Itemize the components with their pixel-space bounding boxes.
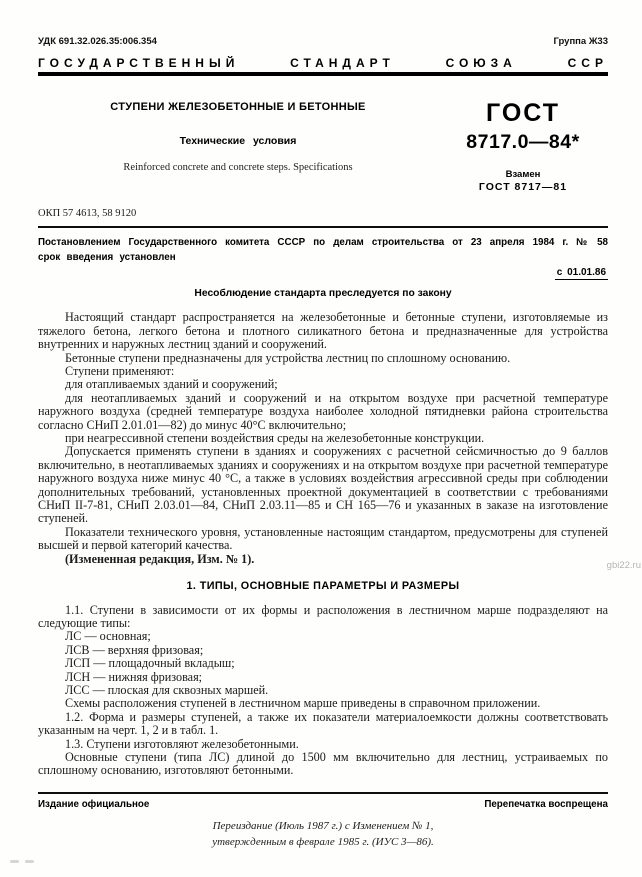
reprint-notice: Перепечатка воспрещена bbox=[484, 798, 608, 810]
title-block bbox=[38, 101, 608, 193]
org-word: СТАНДАРТ bbox=[290, 56, 395, 70]
title-left-column bbox=[38, 101, 438, 193]
section-heading: 1. ТИПЫ, ОСНОВНЫЕ ПАРАМЕТРЫ И РАЗМЕРЫ bbox=[186, 580, 460, 593]
body-paragraph: Настоящий стандарт распространяется на железобетонные и бетонные ступени, изготовляемые из тяжелого бетона, легкого бетона и плотного силикатного бетона и предназначенные для устройства внутренних и наружных лестниц зданий и сооружений. bbox=[38, 310, 608, 352]
body-paragraph: Ступени применяют: bbox=[65, 364, 175, 378]
reissue-note bbox=[38, 818, 608, 851]
official-edition-label: Издание официальное bbox=[38, 798, 150, 810]
body-paragraph: Показатели технического уровня, установленные настоящим стандартом, предусмотрены для ступеней высшей и первой категорий качества. bbox=[38, 524, 608, 553]
type-list-item: ЛСН — нижняя фризовая; bbox=[65, 669, 203, 684]
gost-designation-block bbox=[438, 101, 608, 193]
type-list-item: ЛСВ — верхняя фризовая; bbox=[65, 642, 204, 657]
meta-row bbox=[38, 36, 608, 47]
org-word: ГОСУДАРСТВЕННЫЙ bbox=[38, 56, 240, 70]
body-paragraph: для неотапливаемых зданий и сооружений и на открытом воздухе при расчетной температуре наружного воздуха (средней температуре воздуха наиболее холодной пятидневки района строительства согласно СНиП 2.01.01—82) до минус 40°С включительно; bbox=[38, 390, 608, 432]
section-paragraph: 1.3. Ступени изготовляют железобетонными. bbox=[65, 736, 299, 751]
gost-label: ГОСТ bbox=[486, 99, 560, 127]
section-paragraph: 1.2. Форма и размеры ступеней, а также их показатели материалоемкости должны соответствовать указанным на черт. 1, 2 и в табл. 1. bbox=[38, 709, 608, 738]
standard-org-header bbox=[38, 56, 608, 70]
doc-subtitle: Технические условия bbox=[179, 135, 297, 147]
body-paragraph: для отапливаемых зданий и сооружений; bbox=[65, 377, 278, 392]
udk-code: УДК 691.32.026.35:006.354 bbox=[38, 36, 157, 47]
body-paragraph: Бетонные ступени предназначены для устройства лестниц по сплошному основанию. bbox=[65, 350, 511, 365]
horizontal-rule-top bbox=[38, 226, 608, 228]
replaces-label: Взамен bbox=[505, 169, 541, 180]
type-list-item: ЛС — основная; bbox=[65, 629, 151, 644]
reissue-note-line2: утвержденным в феврале 1985 г. (ИУС 3—86). bbox=[212, 836, 434, 849]
reissue-note-line1: Переиздание (Июль 1987 г.) с Изменением № 1, bbox=[212, 819, 434, 832]
type-list-item: ЛСС — плоская для сквозных маршей. bbox=[65, 682, 269, 697]
doc-title-en: Reinforced concrete and concrete steps. Specifications bbox=[123, 162, 353, 173]
body-paragraph: Допускается применять ступени в зданиях и сооружениях с расчетной сейсмичностью до 9 баллов включительно, в неотапливаемых зданиях и сооружениях и на открытом воздухе при расчетной температуре наружного воздуха ниже минус 40 °С, а также в условиях воздействия агрессивной среды при соблюдении дополнительных требований, установленных проектной документацией в соответствии с требованиями СНиП II-7-81, СНиП 2.03.01—84, СНиП 2.03.11—85 и СН 165—76 и указанных в заказе на изготовление ступеней. bbox=[38, 444, 608, 526]
section-paragraph: Схемы расположения ступеней в лестничном марше приведены в справочном приложении. bbox=[65, 696, 541, 711]
horizontal-rule-footer bbox=[38, 792, 608, 794]
section-paragraph: 1.1. Ступени в зависимости от их формы и расположения в лестничном марше подразделяют на следующие типы: bbox=[38, 602, 608, 630]
divider-bar bbox=[38, 72, 608, 76]
effective-date bbox=[38, 267, 608, 278]
body-text bbox=[38, 311, 608, 777]
amendment-note: (Измененная редакция, Изм. № 1). bbox=[65, 551, 255, 566]
law-notice: Несоблюдение стандарта преследуется по закону bbox=[194, 288, 452, 300]
body-paragraph: при неагрессивной степени воздействия среды на железобетонные конструкции. bbox=[65, 431, 485, 446]
decree-text: Постановлением Государственного комитета СССР по делам строительства от 23 апреля 1984 г. № 58 срок введения установлен bbox=[38, 237, 608, 263]
org-word: ССР bbox=[567, 56, 608, 70]
site-watermark: gbi22.ru bbox=[606, 560, 641, 571]
scan-artifact bbox=[10, 860, 34, 863]
gost-number: 8717.0—84* bbox=[466, 131, 580, 153]
doc-title: СТУПЕНИ ЖЕЛЕЗОБЕТОННЫЕ И БЕТОННЫЕ bbox=[110, 101, 366, 113]
section-paragraph: Основные ступени (типа ЛС) длиной до 1500 мм включительно для лестниц, устраиваемых по сплошному основанию, изготовляют бетонными. bbox=[38, 749, 608, 778]
effective-date-value: с 01.01.86 bbox=[556, 267, 606, 279]
org-word: СОЮЗА bbox=[445, 56, 517, 70]
footer-row bbox=[38, 799, 608, 810]
okp-code: ОКП 57 4613, 58 9120 bbox=[38, 208, 137, 219]
replaces-number: ГОСТ 8717—81 bbox=[478, 181, 568, 193]
type-list-item: ЛСП — площадочный вкладыш; bbox=[65, 656, 235, 671]
group-label: Группа Ж33 bbox=[553, 36, 608, 47]
